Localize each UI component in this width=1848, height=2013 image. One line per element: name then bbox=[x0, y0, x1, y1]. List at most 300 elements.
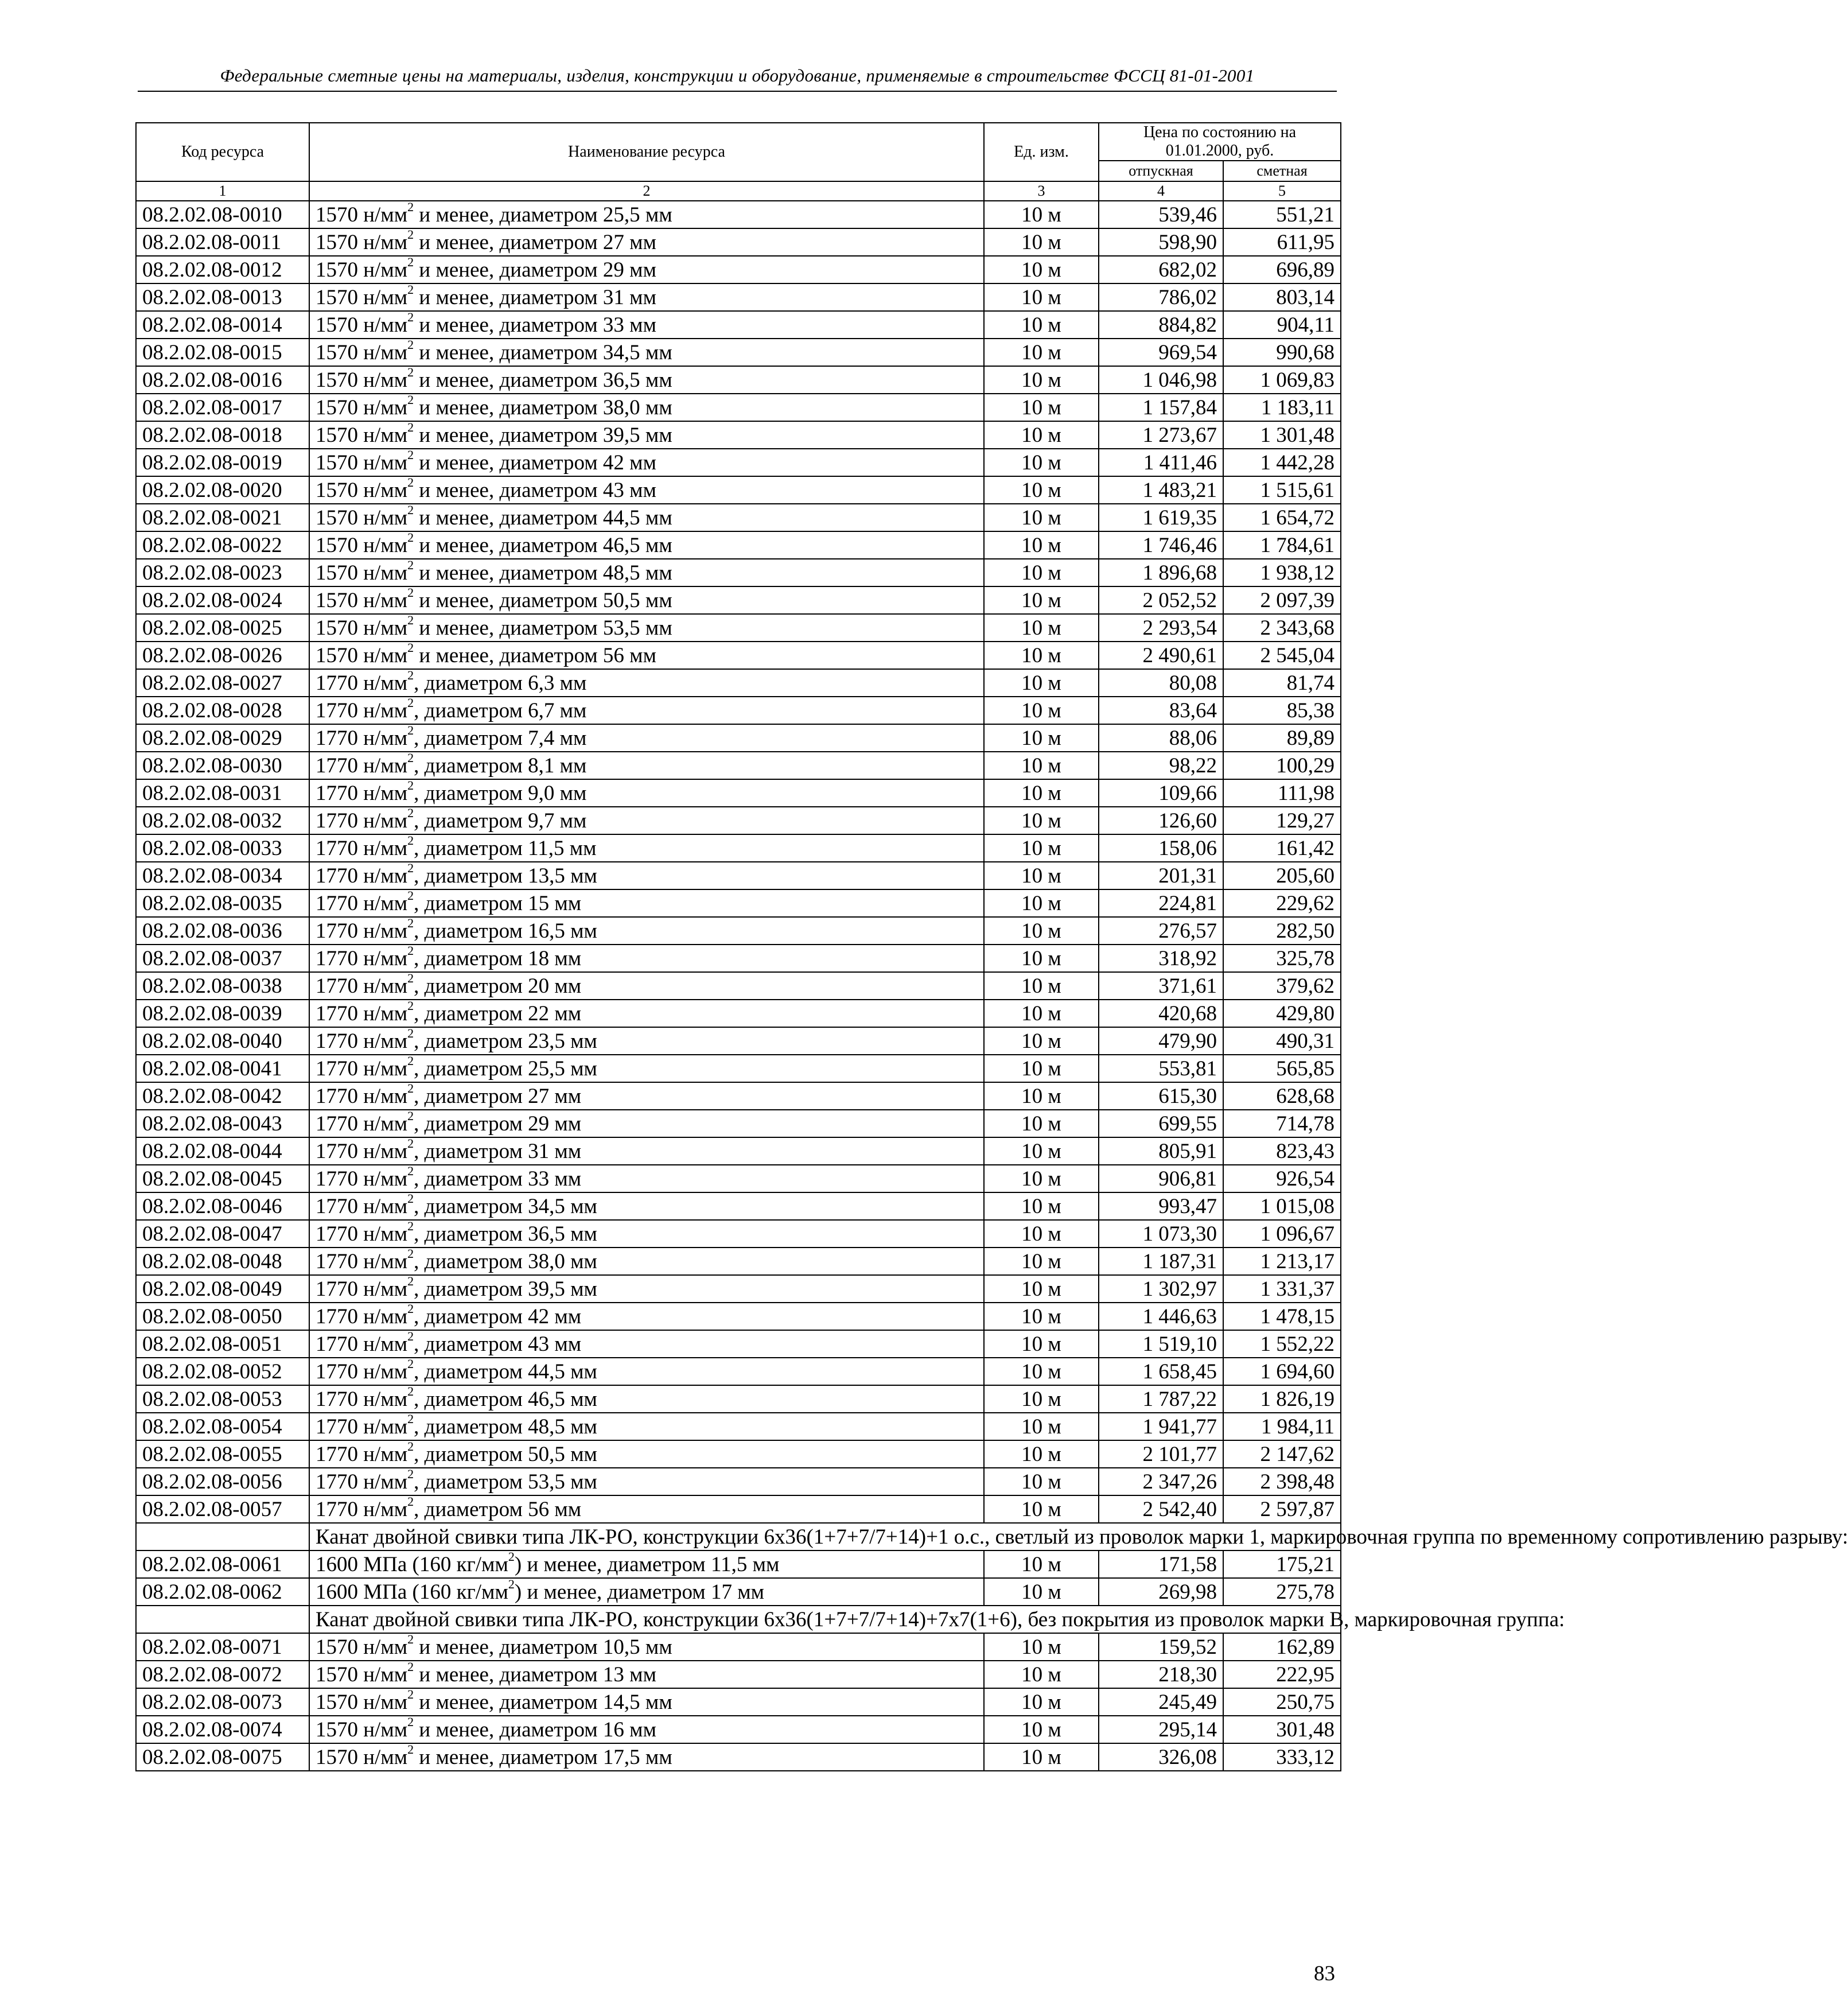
superscript: 2 bbox=[407, 888, 414, 903]
unit-cell: 10 м bbox=[984, 1358, 1099, 1385]
name-text: 1570 н/мм bbox=[316, 313, 408, 337]
resource-code: 08.2.02.08-0024 bbox=[136, 586, 309, 614]
name-text: и менее, диаметром 36,5 мм bbox=[414, 368, 672, 392]
release-price: 2 293,54 bbox=[1099, 614, 1223, 642]
table-row bbox=[136, 945, 1341, 972]
resource-code: 08.2.02.08-0014 bbox=[136, 311, 309, 339]
name-text: 1570 н/мм bbox=[316, 1717, 408, 1742]
name-text: 1770 н/мм bbox=[316, 781, 408, 805]
unit-cell: 10 м bbox=[984, 1027, 1099, 1055]
name-text: , диаметром 25,5 мм bbox=[414, 1056, 597, 1081]
release-price: 109,66 bbox=[1099, 779, 1223, 807]
superscript: 2 bbox=[407, 751, 414, 765]
estimate-price: 926,54 bbox=[1223, 1165, 1341, 1192]
resource-name bbox=[309, 834, 984, 862]
resource-name bbox=[309, 1440, 984, 1468]
name-text: 1770 н/мм bbox=[316, 1442, 408, 1466]
resource-name bbox=[309, 1495, 984, 1523]
name-text: и менее, диаметром 39,5 мм bbox=[414, 423, 672, 447]
resource-name bbox=[309, 1550, 984, 1578]
table-row bbox=[136, 1027, 1341, 1055]
release-price: 1 046,98 bbox=[1099, 366, 1223, 394]
unit-cell: 10 м bbox=[984, 1055, 1099, 1082]
resource-name bbox=[309, 228, 984, 256]
resource-name bbox=[309, 1688, 984, 1716]
resource-code: 08.2.02.08-0032 bbox=[136, 807, 309, 834]
resource-code: 08.2.02.08-0012 bbox=[136, 256, 309, 283]
resource-name bbox=[309, 1165, 984, 1192]
estimate-price: 2 398,48 bbox=[1223, 1468, 1341, 1495]
release-price: 1 941,77 bbox=[1099, 1413, 1223, 1440]
resource-name bbox=[309, 1633, 984, 1661]
name-text: , диаметром 23,5 мм bbox=[414, 1029, 597, 1053]
name-text: 1770 н/мм bbox=[316, 946, 408, 970]
resource-name bbox=[309, 1248, 984, 1275]
name-text: и менее, диаметром 29 мм bbox=[414, 258, 656, 282]
superscript: 2 bbox=[407, 971, 414, 986]
name-text: и менее, диаметром 13 мм bbox=[414, 1662, 656, 1686]
resource-name bbox=[309, 559, 984, 586]
estimate-price: 1 654,72 bbox=[1223, 504, 1341, 531]
resource-code: 08.2.02.08-0072 bbox=[136, 1661, 309, 1688]
name-text: и менее, диаметром 16 мм bbox=[414, 1717, 656, 1742]
resource-name bbox=[309, 283, 984, 311]
name-text: 1570 н/мм bbox=[316, 230, 408, 254]
name-text: , диаметром 15 мм bbox=[414, 891, 582, 915]
estimate-price: 89,89 bbox=[1223, 724, 1341, 752]
release-price: 1 446,63 bbox=[1099, 1303, 1223, 1330]
unit-cell: 10 м bbox=[984, 1082, 1099, 1110]
superscript: 2 bbox=[407, 1219, 414, 1234]
name-text: 1770 н/мм bbox=[316, 974, 408, 998]
estimate-price: 1 784,61 bbox=[1223, 531, 1341, 559]
resource-code: 08.2.02.08-0031 bbox=[136, 779, 309, 807]
empty-code-cell bbox=[136, 1606, 309, 1633]
name-text: 1570 н/мм bbox=[316, 340, 408, 364]
resource-name bbox=[309, 1468, 984, 1495]
estimate-price: 1 015,08 bbox=[1223, 1192, 1341, 1220]
superscript: 2 bbox=[407, 1164, 414, 1179]
name-text: и менее, диаметром 14,5 мм bbox=[414, 1690, 672, 1714]
estimate-price: 611,95 bbox=[1223, 228, 1341, 256]
resource-name bbox=[309, 531, 984, 559]
name-text: , диаметром 6,7 мм bbox=[414, 698, 587, 722]
name-text: , диаметром 11,5 мм bbox=[414, 836, 597, 860]
resource-code: 08.2.02.08-0038 bbox=[136, 972, 309, 1000]
unit-cell: 10 м bbox=[984, 1495, 1099, 1523]
estimate-price: 333,12 bbox=[1223, 1743, 1341, 1771]
superscript: 2 bbox=[407, 640, 414, 655]
resource-code: 08.2.02.08-0074 bbox=[136, 1716, 309, 1743]
name-text: , диаметром 38,0 мм bbox=[414, 1249, 597, 1273]
header-price-group: Цена по состоянию на 01.01.2000, руб. bbox=[1099, 123, 1341, 161]
name-text: 1770 н/мм bbox=[316, 1139, 408, 1163]
group-note-row bbox=[136, 1523, 1341, 1550]
superscript: 2 bbox=[407, 1660, 414, 1674]
superscript: 2 bbox=[407, 1742, 414, 1757]
table-row bbox=[136, 834, 1341, 862]
name-text: 1770 н/мм bbox=[316, 726, 408, 750]
estimate-price: 1 069,83 bbox=[1223, 366, 1341, 394]
table-row bbox=[136, 669, 1341, 697]
resource-code: 08.2.02.08-0027 bbox=[136, 669, 309, 697]
unit-cell: 10 м bbox=[984, 614, 1099, 642]
resource-name bbox=[309, 421, 984, 449]
header-code: Код ресурса bbox=[136, 123, 309, 181]
name-text: , диаметром 44,5 мм bbox=[414, 1359, 597, 1384]
name-text: 1770 н/мм bbox=[316, 1249, 408, 1273]
superscript: 2 bbox=[407, 585, 414, 600]
table-row bbox=[136, 1688, 1341, 1716]
unit-cell: 10 м bbox=[984, 1137, 1099, 1165]
estimate-price: 2 545,04 bbox=[1223, 642, 1341, 669]
superscript: 2 bbox=[407, 695, 414, 710]
name-text: , диаметром 36,5 мм bbox=[414, 1222, 597, 1246]
resource-code: 08.2.02.08-0049 bbox=[136, 1275, 309, 1303]
table-row bbox=[136, 1055, 1341, 1082]
resource-code: 08.2.02.08-0013 bbox=[136, 283, 309, 311]
unit-cell: 10 м bbox=[984, 1330, 1099, 1358]
header-release: отпускная bbox=[1099, 161, 1223, 181]
superscript: 2 bbox=[407, 1494, 414, 1509]
table-row bbox=[136, 1578, 1341, 1606]
superscript: 2 bbox=[407, 1081, 414, 1096]
unit-cell: 10 м bbox=[984, 1303, 1099, 1330]
table-row bbox=[136, 807, 1341, 834]
superscript: 2 bbox=[407, 916, 414, 931]
name-text: , диаметром 46,5 мм bbox=[414, 1387, 597, 1411]
resource-code: 08.2.02.08-0052 bbox=[136, 1358, 309, 1385]
estimate-price: 490,31 bbox=[1223, 1027, 1341, 1055]
table-row bbox=[136, 1743, 1341, 1771]
release-price: 159,52 bbox=[1099, 1633, 1223, 1661]
release-price: 1 658,45 bbox=[1099, 1358, 1223, 1385]
name-text: , диаметром 56 мм bbox=[414, 1497, 582, 1521]
resource-code: 08.2.02.08-0010 bbox=[136, 201, 309, 228]
table-row bbox=[136, 1220, 1341, 1248]
resource-name bbox=[309, 1055, 984, 1082]
unit-cell: 10 м bbox=[984, 1688, 1099, 1716]
table-row bbox=[136, 1385, 1341, 1413]
name-text: 1570 н/мм bbox=[316, 368, 408, 392]
superscript: 2 bbox=[407, 1412, 414, 1427]
release-price: 1 073,30 bbox=[1099, 1220, 1223, 1248]
superscript: 2 bbox=[407, 1632, 414, 1647]
superscript: 2 bbox=[407, 1467, 414, 1482]
name-text: , диаметром 48,5 мм bbox=[414, 1414, 597, 1439]
superscript: 2 bbox=[407, 337, 414, 352]
name-text: и менее, диаметром 46,5 мм bbox=[414, 533, 672, 557]
release-price: 1 411,46 bbox=[1099, 449, 1223, 476]
estimate-price: 129,27 bbox=[1223, 807, 1341, 834]
table-row bbox=[136, 228, 1341, 256]
estimate-price: 1 938,12 bbox=[1223, 559, 1341, 586]
resource-code: 08.2.02.08-0035 bbox=[136, 889, 309, 917]
estimate-price: 1 442,28 bbox=[1223, 449, 1341, 476]
estimate-price: 85,38 bbox=[1223, 697, 1341, 724]
table-row bbox=[136, 449, 1341, 476]
resource-code: 08.2.02.08-0036 bbox=[136, 917, 309, 945]
name-text: , диаметром 34,5 мм bbox=[414, 1194, 597, 1218]
unit-cell: 10 м bbox=[984, 724, 1099, 752]
resource-code: 08.2.02.08-0019 bbox=[136, 449, 309, 476]
table-row bbox=[136, 1633, 1341, 1661]
superscript: 2 bbox=[407, 1274, 414, 1289]
table-row bbox=[136, 504, 1341, 531]
superscript: 2 bbox=[407, 833, 414, 848]
unit-cell: 10 м bbox=[984, 669, 1099, 697]
resource-name bbox=[309, 449, 984, 476]
estimate-price: 628,68 bbox=[1223, 1082, 1341, 1110]
release-price: 2 490,61 bbox=[1099, 642, 1223, 669]
name-text: 1570 н/мм bbox=[316, 616, 408, 640]
release-price: 1 896,68 bbox=[1099, 559, 1223, 586]
running-header: Федеральные сметные цены на материалы, изделия, конструкции и оборудование, применяемые в строительстве ФССЦ 81-01-2001 bbox=[138, 63, 1337, 92]
release-price: 1 619,35 bbox=[1099, 504, 1223, 531]
release-price: 1 519,10 bbox=[1099, 1330, 1223, 1358]
unit-cell: 10 м bbox=[984, 862, 1099, 889]
unit-cell: 10 м bbox=[984, 1661, 1099, 1688]
release-price: 993,47 bbox=[1099, 1192, 1223, 1220]
unit-cell: 10 м bbox=[984, 807, 1099, 834]
name-text: 1770 н/мм bbox=[316, 1497, 408, 1521]
name-text: 1570 н/мм bbox=[316, 1635, 408, 1659]
name-text: 1770 н/мм bbox=[316, 1222, 408, 1246]
unit-cell: 10 м bbox=[984, 476, 1099, 504]
name-text: ) и менее, диаметром 11,5 мм bbox=[514, 1552, 780, 1576]
estimate-price: 1 331,37 bbox=[1223, 1275, 1341, 1303]
table-row bbox=[136, 889, 1341, 917]
name-text: , диаметром 16,5 мм bbox=[414, 919, 597, 943]
release-price: 906,81 bbox=[1099, 1165, 1223, 1192]
table-row bbox=[136, 339, 1341, 366]
resource-code: 08.2.02.08-0028 bbox=[136, 697, 309, 724]
header-name: Наименование ресурса bbox=[309, 123, 984, 181]
name-text: 1770 н/мм bbox=[316, 1277, 408, 1301]
release-price: 805,91 bbox=[1099, 1137, 1223, 1165]
table-row bbox=[136, 1716, 1341, 1743]
table-row bbox=[136, 1495, 1341, 1523]
name-text: 1770 н/мм bbox=[316, 698, 408, 722]
name-text: 1770 н/мм bbox=[316, 1084, 408, 1108]
resource-name bbox=[309, 1275, 984, 1303]
table-row bbox=[136, 1275, 1341, 1303]
superscript: 2 bbox=[407, 282, 414, 297]
resource-name bbox=[309, 1413, 984, 1440]
name-text: 1770 н/мм bbox=[316, 836, 408, 860]
estimate-price: 81,74 bbox=[1223, 669, 1341, 697]
resource-code: 08.2.02.08-0071 bbox=[136, 1633, 309, 1661]
name-text: 1770 н/мм bbox=[316, 864, 408, 888]
name-text: 1600 МПа (160 кг/мм bbox=[316, 1552, 508, 1576]
release-price: 276,57 bbox=[1099, 917, 1223, 945]
table-row bbox=[136, 724, 1341, 752]
superscript: 2 bbox=[407, 1109, 414, 1124]
unit-cell: 10 м bbox=[984, 1165, 1099, 1192]
superscript: 2 bbox=[407, 530, 414, 545]
resource-code: 08.2.02.08-0011 bbox=[136, 228, 309, 256]
table-row bbox=[136, 752, 1341, 779]
superscript: 2 bbox=[407, 723, 414, 738]
resource-code: 08.2.02.08-0054 bbox=[136, 1413, 309, 1440]
column-number: 3 bbox=[984, 181, 1099, 201]
resource-name bbox=[309, 752, 984, 779]
name-text: 1770 н/мм bbox=[316, 919, 408, 943]
table-row bbox=[136, 779, 1341, 807]
resource-name bbox=[309, 972, 984, 1000]
unit-cell: 10 м bbox=[984, 201, 1099, 228]
superscript: 2 bbox=[407, 1054, 414, 1068]
unit-cell: 10 м bbox=[984, 1248, 1099, 1275]
resource-name bbox=[309, 1716, 984, 1743]
resource-name bbox=[309, 1220, 984, 1248]
release-price: 682,02 bbox=[1099, 256, 1223, 283]
estimate-price: 1 694,60 bbox=[1223, 1358, 1341, 1385]
superscript: 2 bbox=[407, 1687, 414, 1702]
resource-code: 08.2.02.08-0034 bbox=[136, 862, 309, 889]
unit-cell: 10 м bbox=[984, 283, 1099, 311]
release-price: 2 542,40 bbox=[1099, 1495, 1223, 1523]
release-price: 479,90 bbox=[1099, 1027, 1223, 1055]
unit-cell: 10 м bbox=[984, 1275, 1099, 1303]
resource-name bbox=[309, 1330, 984, 1358]
unit-cell: 10 м bbox=[984, 945, 1099, 972]
unit-cell: 10 м bbox=[984, 1192, 1099, 1220]
superscript: 2 bbox=[407, 503, 414, 518]
release-price: 171,58 bbox=[1099, 1550, 1223, 1578]
table-row bbox=[136, 1000, 1341, 1027]
resource-code: 08.2.02.08-0037 bbox=[136, 945, 309, 972]
release-price: 371,61 bbox=[1099, 972, 1223, 1000]
resource-code: 08.2.02.08-0043 bbox=[136, 1110, 309, 1137]
resource-name bbox=[309, 1192, 984, 1220]
estimate-price: 282,50 bbox=[1223, 917, 1341, 945]
resource-code: 08.2.02.08-0022 bbox=[136, 531, 309, 559]
resource-name bbox=[309, 697, 984, 724]
resource-name bbox=[309, 1000, 984, 1027]
name-text: , диаметром 8,1 мм bbox=[414, 753, 587, 778]
name-text: 1570 н/мм bbox=[316, 1745, 408, 1769]
name-text: и менее, диаметром 25,5 мм bbox=[414, 203, 672, 227]
unit-cell: 10 м bbox=[984, 311, 1099, 339]
resource-code: 08.2.02.08-0053 bbox=[136, 1385, 309, 1413]
resource-name bbox=[309, 1661, 984, 1688]
unit-cell: 10 м bbox=[984, 972, 1099, 1000]
estimate-price: 1 213,17 bbox=[1223, 1248, 1341, 1275]
table-body bbox=[136, 200, 1848, 1771]
name-text: , диаметром 29 мм bbox=[414, 1112, 582, 1136]
name-text: и менее, диаметром 17,5 мм bbox=[414, 1745, 672, 1769]
superscript: 2 bbox=[407, 558, 414, 573]
superscript: 2 bbox=[407, 227, 414, 242]
estimate-price: 250,75 bbox=[1223, 1688, 1341, 1716]
release-price: 98,22 bbox=[1099, 752, 1223, 779]
release-price: 2 052,52 bbox=[1099, 586, 1223, 614]
superscript: 2 bbox=[407, 1246, 414, 1261]
release-price: 786,02 bbox=[1099, 283, 1223, 311]
unit-cell: 10 м bbox=[984, 1743, 1099, 1771]
resource-name bbox=[309, 504, 984, 531]
release-price: 884,82 bbox=[1099, 311, 1223, 339]
release-price: 245,49 bbox=[1099, 1688, 1223, 1716]
resource-code: 08.2.02.08-0047 bbox=[136, 1220, 309, 1248]
table-row bbox=[136, 283, 1341, 311]
group-note-row bbox=[136, 1606, 1341, 1633]
unit-cell: 10 м bbox=[984, 256, 1099, 283]
name-text: 1570 н/мм bbox=[316, 203, 408, 227]
group-note: Канат двойной свивки типа ЛК-РО, конструкции 6х36(1+7+7/7+14)+1 о.с., светлый из проволок марки 1, маркировочная группа по временному сопротивлению разрыву: bbox=[309, 1523, 1341, 1550]
superscript: 2 bbox=[407, 778, 414, 793]
resource-code: 08.2.02.08-0075 bbox=[136, 1743, 309, 1771]
resource-code: 08.2.02.08-0015 bbox=[136, 339, 309, 366]
name-text: 1570 н/мм bbox=[316, 285, 408, 309]
release-price: 553,81 bbox=[1099, 1055, 1223, 1082]
resource-name bbox=[309, 476, 984, 504]
table-row bbox=[136, 559, 1341, 586]
resource-code: 08.2.02.08-0017 bbox=[136, 394, 309, 421]
superscript: 2 bbox=[407, 1439, 414, 1454]
unit-cell: 10 м bbox=[984, 1000, 1099, 1027]
estimate-price: 1 183,11 bbox=[1223, 394, 1341, 421]
resource-code: 08.2.02.08-0023 bbox=[136, 559, 309, 586]
release-price: 1 187,31 bbox=[1099, 1248, 1223, 1275]
release-price: 539,46 bbox=[1099, 201, 1223, 228]
estimate-price: 2 597,87 bbox=[1223, 1495, 1341, 1523]
estimate-price: 111,98 bbox=[1223, 779, 1341, 807]
table-row bbox=[136, 917, 1341, 945]
estimate-price: 2 097,39 bbox=[1223, 586, 1341, 614]
name-text: и менее, диаметром 43 мм bbox=[414, 478, 656, 502]
superscript: 2 bbox=[407, 1026, 414, 1041]
name-text: , диаметром 42 мм bbox=[414, 1304, 582, 1328]
superscript: 2 bbox=[407, 861, 414, 876]
name-text: , диаметром 53,5 мм bbox=[414, 1470, 597, 1494]
release-price: 218,30 bbox=[1099, 1661, 1223, 1688]
unit-cell: 10 м bbox=[984, 1413, 1099, 1440]
resource-name bbox=[309, 1358, 984, 1385]
superscript: 2 bbox=[407, 1136, 414, 1151]
release-price: 88,06 bbox=[1099, 724, 1223, 752]
name-text: 1770 н/мм bbox=[316, 1387, 408, 1411]
superscript: 2 bbox=[407, 1329, 414, 1344]
name-text: 1770 н/мм bbox=[316, 1304, 408, 1328]
resource-code: 08.2.02.08-0061 bbox=[136, 1550, 309, 1578]
resource-name bbox=[309, 1137, 984, 1165]
name-text: 1770 н/мм bbox=[316, 1112, 408, 1136]
release-price: 598,90 bbox=[1099, 228, 1223, 256]
name-text: 1570 н/мм bbox=[316, 450, 408, 475]
table-row bbox=[136, 1110, 1341, 1137]
estimate-price: 175,21 bbox=[1223, 1550, 1341, 1578]
name-text: 1770 н/мм bbox=[316, 671, 408, 695]
table-row bbox=[136, 697, 1341, 724]
name-text: 1770 н/мм bbox=[316, 1001, 408, 1025]
name-text: и менее, диаметром 27 мм bbox=[414, 230, 656, 254]
resource-code: 08.2.02.08-0025 bbox=[136, 614, 309, 642]
name-text: 1770 н/мм bbox=[316, 1414, 408, 1439]
estimate-price: 1 478,15 bbox=[1223, 1303, 1341, 1330]
estimate-price: 1 301,48 bbox=[1223, 421, 1341, 449]
release-price: 295,14 bbox=[1099, 1716, 1223, 1743]
name-text: 1770 н/мм bbox=[316, 1029, 408, 1053]
superscript: 2 bbox=[508, 1549, 515, 1564]
name-text: 1770 н/мм bbox=[316, 1194, 408, 1218]
resource-name bbox=[309, 917, 984, 945]
release-price: 80,08 bbox=[1099, 669, 1223, 697]
estimate-price: 325,78 bbox=[1223, 945, 1341, 972]
release-price: 699,55 bbox=[1099, 1110, 1223, 1137]
header-estimate: сметная bbox=[1223, 161, 1341, 181]
